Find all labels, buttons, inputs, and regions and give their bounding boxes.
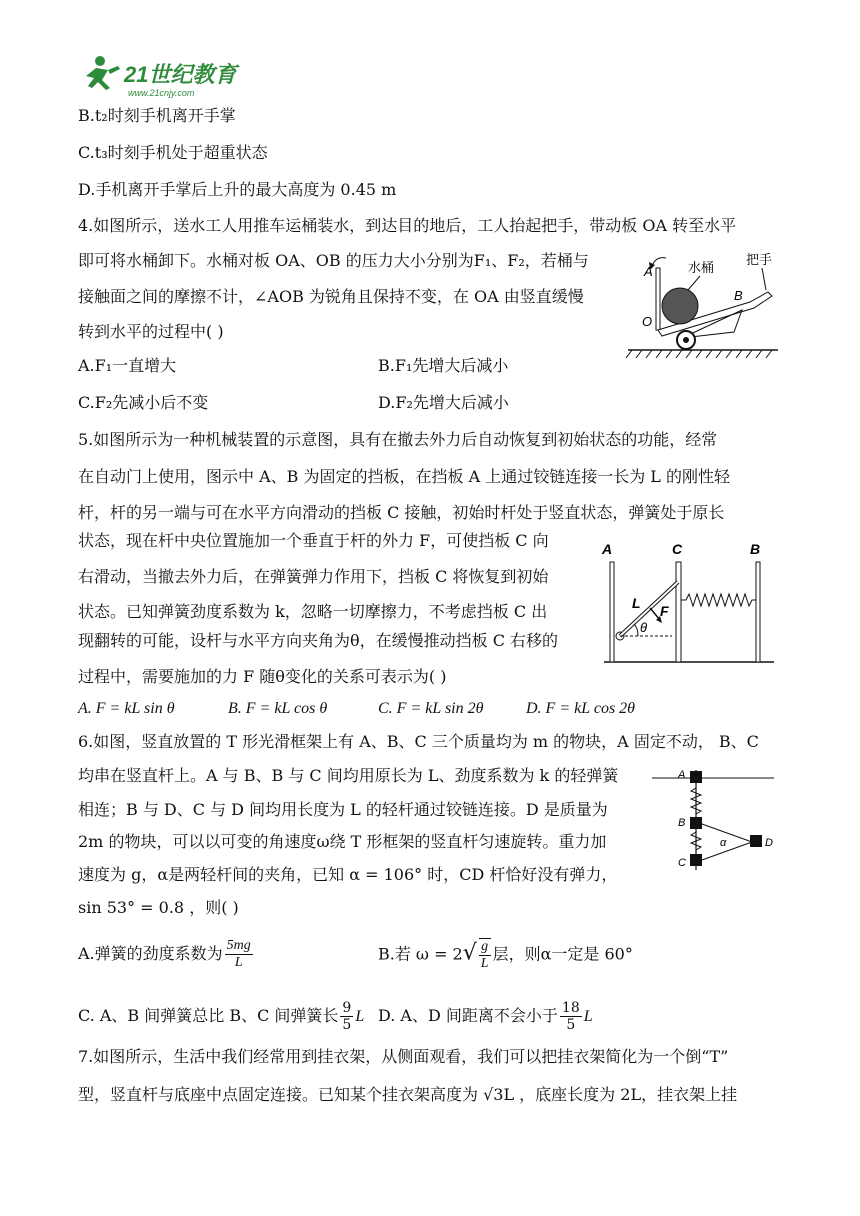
- q4-fig-label-a: A: [644, 264, 653, 279]
- q6-option-b-text: B.若 ω = 2: [378, 944, 463, 964]
- q4-line-3: 接触面之间的摩擦不计，∠AOB 为锐角且保持不变，在 OA 由竖直缓慢: [78, 287, 584, 306]
- q6-option-d-num: 18: [561, 1000, 580, 1016]
- q5-line-4: 状态，现在杆中央位置施加一个垂直于杆的外力 F，可使挡板 C 向: [78, 531, 549, 550]
- q6-fig-label-d: D: [765, 837, 773, 849]
- q6-option-d-tail: L: [583, 1008, 593, 1025]
- q7-line-2: 型，竖直杆与底座中点固定连接。已知某个挂衣架高度为 √3L ，底座长度为 2L，挂衣架上挂: [78, 1085, 738, 1104]
- q5-line-5: 右滑动，当撤去外力后，在弹簧弹力作用下，挡板 C 将恢复到初始: [78, 567, 549, 586]
- q6-option-a-fraction: [225, 938, 253, 971]
- q4-fig-bucket-label: 水桶: [688, 260, 715, 275]
- q6-option-b-tail: 层，则α一定是 60°: [492, 944, 633, 964]
- q6-fig-label-alpha: α: [720, 837, 727, 849]
- q4-line-4: 转到水平的过程中( ): [78, 322, 224, 341]
- q4-option-d: D.F₂先增大后减小: [378, 393, 509, 412]
- q4-line-2: 即可将水桶卸下。水桶对板 OA、OB 的压力大小分别为F₁、F₂，若桶与: [78, 251, 589, 270]
- q6-option-b-num: g: [479, 939, 491, 956]
- q5-line-7: 现翻转的可能，设杆与水平方向夹角为θ，在缓慢推动挡板 C 右移的: [78, 631, 559, 650]
- q4-option-a: A.F₁一直增大: [78, 356, 177, 375]
- q5-fig-label-a: A: [602, 541, 613, 557]
- q4-fig-label-b: B: [734, 288, 743, 303]
- q6-option-c-num: 9: [342, 1000, 352, 1016]
- q5-line-2: 在自动门上使用，图示中 A、B 为固定的挡板，在挡板 A 上通过铰链连接一长为 L 的刚性轻: [78, 467, 731, 486]
- q3-option-c: C.t₃时刻手机处于超重状态: [78, 143, 268, 162]
- q6-option-d-den: 5: [566, 1017, 576, 1033]
- q6-option-b-fraction: [479, 938, 491, 972]
- q6-option-d: [378, 1000, 593, 1033]
- q5-fig-label-theta: θ: [640, 620, 648, 635]
- q5-fig-label-f: F: [660, 603, 669, 619]
- q6-option-c-tail: L: [355, 1008, 365, 1025]
- q4-option-b: B.F₁先增大后减小: [378, 356, 509, 375]
- q5-option-c: C. F = kL sin 2θ: [378, 700, 484, 717]
- q5-option-b: B. F = kL cos θ: [228, 700, 328, 717]
- q5-line-3: 杆，杆的另一端与可在水平方向滑动的挡板 C 接触，初始时杆处于竖直状态，弹簧处于原长: [78, 503, 725, 522]
- q6-option-c: [78, 1000, 364, 1033]
- q4-option-c: C.F₂先减小后不变: [78, 393, 209, 412]
- q5-option-d: D. F = kL cos 2θ: [526, 700, 636, 717]
- logo: [78, 52, 258, 100]
- q6-line-3: 相连；B 与 D、C 与 D 间均用长度为 L 的轻杆通过铰链连接。D 是质量为: [78, 800, 608, 819]
- q6-option-a-den: L: [234, 955, 243, 970]
- q6-option-b: [378, 938, 633, 972]
- q6-option-a-num: 5mg: [226, 938, 251, 953]
- q6-option-d-text: D. A、D 间距离不会小于: [378, 1006, 558, 1025]
- q6-line-5: 速度为 g，α是两轻杆间的夹角，已知 α = 106° 时，CD 杆恰好没有弹力，: [78, 865, 618, 884]
- q5-fig-label-b: B: [750, 541, 761, 557]
- q5-option-a: A. F = kL sin θ: [78, 700, 175, 717]
- q5-fig-label-c: C: [672, 541, 683, 557]
- q4-fig-handle-label: 把手: [746, 252, 773, 267]
- q6-option-d-fraction: [560, 1000, 582, 1033]
- q5-line-6: 状态。已知弹簧劲度系数为 k，忽略一切摩擦力，不考虑挡板 C 出: [78, 602, 548, 621]
- q6-figure-t-frame: [648, 760, 780, 872]
- q5-line-8: 过程中，需要施加的力 F 随θ变化的关系可表示为( ): [78, 667, 447, 686]
- q6-line-2: 均串在竖直杆上。A 与 B、B 与 C 间均用原长为 L、劲度系数为 k 的轻弹簧: [78, 766, 619, 785]
- q3-option-d: D.手机离开手掌后上升的最大高度为 0.45 m: [78, 180, 397, 199]
- q5-figure-mechanism: [598, 536, 784, 666]
- bucket-shape: [662, 288, 698, 324]
- runner-icon: [86, 56, 120, 90]
- q6-line-1: 6.如图，竖直放置的 T 形光滑框架上有 A、B、C 三个质量均为 m 的物块，A 固定不动， B、C: [78, 732, 759, 751]
- q6-option-c-den: 5: [342, 1017, 352, 1033]
- q5-line-1: 5.如图所示为一种机械装置的示意图，具有在撤去外力后自动恢复到初始状态的功能，经常: [78, 430, 718, 449]
- q7-line-1: 7.如图所示，生活中我们经常用到挂衣架，从侧面观看，我们可以把挂衣架简化为一个倒“T”: [78, 1047, 729, 1066]
- sqrt-icon: √: [462, 940, 477, 966]
- q6-option-c-text: C. A、B 间弹簧总比 B、C 间弹簧长: [78, 1006, 339, 1025]
- q6-line-4: 2m 的物块，可以以可变的角速度ω绕 T 形框架的竖直杆匀速旋转。重力加: [78, 832, 607, 851]
- q6-fig-label-b: B: [678, 817, 686, 829]
- q6-line-6: sin 53° = 0.8 ，则( ): [78, 898, 239, 917]
- q4-fig-label-o: O: [642, 314, 653, 329]
- q6-fig-label-a: A: [678, 769, 686, 781]
- q4-figure-cart: [622, 242, 784, 362]
- q5-fig-label-l: L: [632, 595, 641, 611]
- q6-option-b-den: L: [480, 956, 489, 971]
- q4-line-1: 4.如图所示，送水工人用推车运桶装水，到达目的地后，工人抬起把手，带动板 OA 转至水平: [78, 216, 737, 235]
- q6-fig-label-c: C: [678, 857, 686, 869]
- q6-option-c-fraction: [340, 1000, 353, 1033]
- q6-option-a: [78, 938, 255, 971]
- q6-option-a-text: A.弹簧的劲度系数为: [78, 944, 223, 963]
- q3-option-b: B.t₂时刻手机离开手掌: [78, 106, 236, 125]
- logo-brand: 21世纪教育: [124, 62, 237, 87]
- logo-url: www.21cnjy.com: [128, 88, 195, 98]
